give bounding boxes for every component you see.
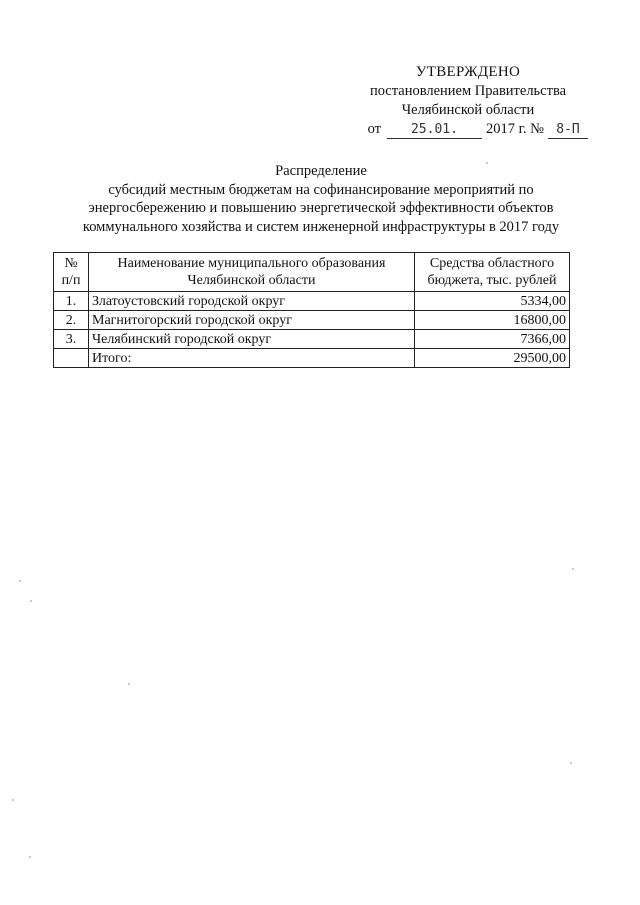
table-total-row — [54, 349, 570, 368]
approval-year-text: 2017 г. № — [485, 121, 544, 137]
header-amount-line-1: Средства областного — [429, 256, 555, 271]
header-number-abbr: п/п — [61, 273, 81, 288]
approval-date-value: 25.01. — [387, 122, 482, 139]
table-row — [54, 292, 570, 311]
header-municipality — [89, 253, 415, 292]
header-amount — [415, 253, 570, 292]
header-municipality-line-2: Челябинской области — [187, 273, 316, 288]
row-municipality: Челябинский городской округ — [89, 330, 415, 349]
scan-speck — [486, 162, 488, 164]
table-header-row — [54, 253, 570, 292]
scan-speck — [570, 762, 572, 764]
header-municipality-line-1: Наименование муниципального образования — [117, 256, 386, 271]
heading-subtitle-line-1: субсидий местным бюджетам на софинансирование мероприятий по — [108, 181, 534, 198]
distribution-table — [53, 252, 570, 368]
scan-speck — [19, 580, 21, 582]
row-municipality: Златоустовский городской округ — [89, 292, 415, 311]
approval-block — [348, 62, 588, 139]
row-municipality: Магнитогорский городской округ — [89, 311, 415, 330]
row-amount: 16800,00 — [415, 311, 570, 330]
row-amount: 5334,00 — [415, 292, 570, 311]
header-number — [54, 253, 89, 292]
approval-resolution-line: постановлением Правительства — [369, 83, 567, 99]
row-number: 3. — [54, 330, 89, 349]
heading-title: Распределение — [275, 163, 367, 179]
approval-title: УТВЕРЖДЕНО — [415, 64, 521, 80]
row-number: 2. — [54, 311, 89, 330]
approval-date-line — [348, 120, 588, 139]
scan-speck — [30, 600, 32, 602]
table-row — [54, 311, 570, 330]
scan-speck — [29, 856, 31, 858]
scan-speck — [128, 683, 130, 685]
date-prefix: от — [367, 121, 381, 137]
approval-number-value: 8-П — [548, 122, 588, 139]
scan-speck — [572, 568, 574, 570]
approval-region-line: Челябинской области — [401, 102, 535, 118]
heading-subtitle-line-3: коммунального хозяйства и систем инженерной инфраструктуры в 2017 году — [82, 218, 560, 235]
table-row — [54, 330, 570, 349]
header-number-symbol: № — [64, 256, 78, 271]
total-amount: 29500,00 — [415, 349, 570, 368]
header-amount-line-2: бюджета, тыс. рублей — [427, 273, 557, 288]
row-number: 1. — [54, 292, 89, 311]
heading-subtitle-line-2: энергосбережению и повышению энергетической эффективности объектов — [88, 200, 554, 216]
total-number-empty — [54, 349, 89, 368]
row-amount: 7366,00 — [415, 330, 570, 349]
total-label: Итого: — [89, 349, 415, 368]
scan-speck — [12, 799, 14, 801]
document-heading — [52, 162, 590, 236]
